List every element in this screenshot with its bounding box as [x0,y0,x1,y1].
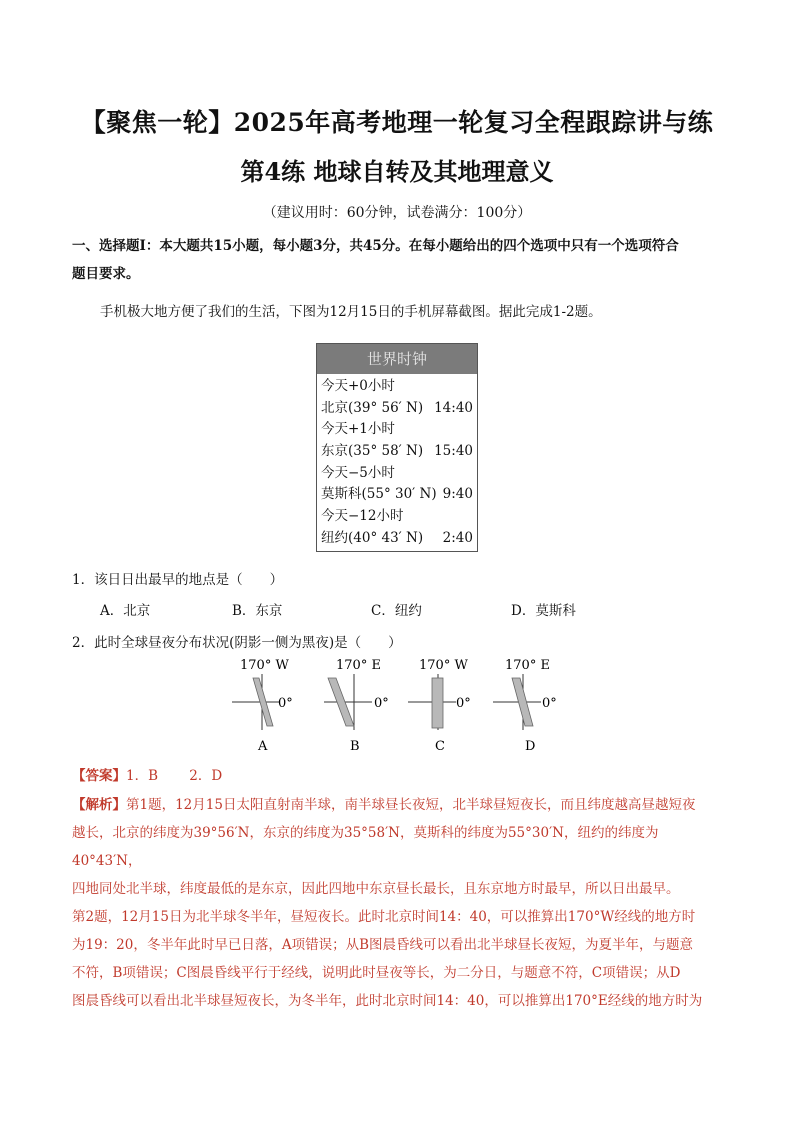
world-clock-row-time: 2:40 [442,529,473,546]
world-clock-row-label: 今天−12小时 [321,508,404,525]
intro-text: 手机极大地方便了我们的生活，下图为12月15日的手机屏幕截图。据此完成1-2题。 [100,304,602,320]
world-clock-row-time: 14:40 [434,399,473,416]
q1-option-c[interactable]: C．纽约 [371,603,422,619]
diagram-c-equator-label: 0° [456,696,471,711]
time-note: （建议用时：60分钟，试卷满分：100分） [262,205,532,221]
world-clock-row [321,463,473,485]
q2-diagrams [228,652,568,758]
diagram-a-meridian: 170° W [240,658,289,673]
diagram-d-equator-label: 0° [542,696,557,711]
world-clock-row [321,376,473,398]
diagram-c-meridian: 170° W [419,658,468,673]
question-1-stem: 1．该日日出最早的地点是（ ） [72,572,284,588]
world-clock-screenshot [316,343,478,552]
exercise-title: 第4练 地球自转及其地理意义 [240,157,554,186]
world-clock-row [321,484,473,506]
explanation-line-4: 第2题，12月15日为北半球冬半年，昼短夜长。此时北京时间14：40，可以推算出170°W经线的地方时 [72,909,696,925]
diagram-c-night-shade [432,678,443,728]
explanation-line-2: 越长，北京的纬度为39°56′N，东京的纬度为35°58′N，莫斯科的纬度为55°30′N，纽约的纬度为40°43′N， [72,825,659,869]
diagram-d[interactable] [493,658,557,754]
diagram-b[interactable] [324,658,389,754]
world-clock-row [321,506,473,528]
diagram-a-equator-label: 0° [278,696,293,711]
explanation-line-1: 【解析】第1题，12月15日太阳直射南半球，南半球昼长夜短，北半球昼短夜长，而且纬度越高昼越短夜 [72,797,696,813]
world-clock-row-time: 9:40 [442,486,473,503]
q1-option-b[interactable]: B．东京 [232,603,283,619]
diagram-b-equator-label: 0° [374,696,389,711]
world-clock-row-label: 北京(39° 56′ N) [321,399,424,416]
world-clock-row-label: 今天+1小时 [321,421,395,438]
world-clock-rows [317,374,477,550]
world-clock-row [321,398,473,420]
answer-text: 1．B 2．D [126,768,223,784]
world-clock-row-label: 纽约(40° 43′ N) [321,529,424,546]
world-clock-row-label: 莫斯科(55° 30′ N) [321,486,437,503]
explanation-line-3: 四地同处北半球，纬度最低的是东京，因此四地中东京昼长最长，且东京地方时最早，所以日出最早。 [72,881,680,897]
section-heading [72,232,726,288]
answer-line [72,764,222,784]
world-clock-title: 世界时钟 [317,344,477,374]
document-title: 【聚焦一轮】2025年高考地理一轮复习全程跟踪讲与练 [80,108,714,137]
world-clock-row [321,441,473,463]
world-clock-row-label: 今天+0小时 [321,378,395,394]
diagram-a[interactable] [232,658,293,754]
q1-option-d[interactable]: D．莫斯科 [511,603,576,619]
diagram-b-meridian: 170° E [336,658,381,673]
world-clock-row-label: 今天−5小时 [321,464,395,481]
explanation-block [72,791,726,1015]
world-clock-row-time: 15:40 [434,443,473,460]
diagram-b-letter: B [350,739,360,754]
explanation-line-6: 不符，B项错误；C图晨昏线平行于经线，说明此时昼夜等长，为二分日，与题意不符，C项错误；从D [72,965,681,981]
world-clock-row [321,419,473,441]
world-clock-row [321,528,473,550]
q1-option-a[interactable]: A．北京 [100,603,151,619]
explanation-line-5: 为19：20，冬半年此时早已日落，A项错误；从B图晨昏线可以看出北半球昼长夜短，为夏半年，与题意 [72,937,694,953]
section-heading-line2: 题目要求。 [72,266,140,282]
explanation-label: 【解析】 [72,797,126,813]
question-2-stem: 2．此时全球昼夜分布状况(阴影一侧为黑夜)是（ ） [72,635,402,651]
answer-label: 【答案】 [72,768,126,784]
diagram-c[interactable] [408,658,471,754]
diagram-c-letter: C [435,739,445,754]
world-clock-row-label: 东京(35° 58′ N) [321,443,424,460]
diagram-d-meridian: 170° E [505,658,550,673]
explanation-line-7: 图晨昏线可以看出北半球昼短夜长，为冬半年，此时北京时间14：40，可以推算出170°E经线的地方时为 [72,993,703,1009]
diagram-d-letter: D [525,739,536,754]
diagram-a-letter: A [258,739,268,754]
section-heading-line1: 一、选择题Ⅰ：本大题共15小题，每小题3分，共45分。在每小题给出的四个选项中只有一个选项符合 [72,238,679,254]
